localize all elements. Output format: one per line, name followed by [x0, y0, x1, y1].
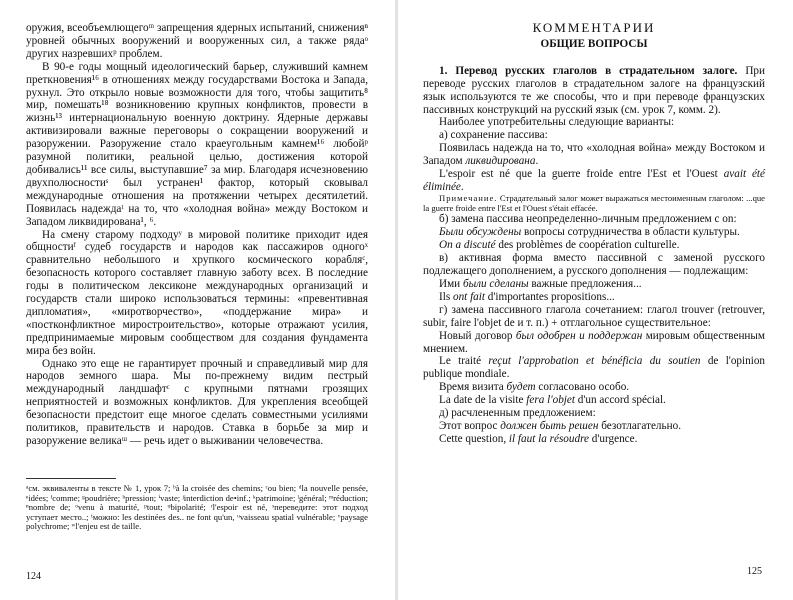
- example-text: L'espoir est né que la guerre froide entre l'Est et l'Ouest: [439, 168, 724, 181]
- left-page: [0, 0, 395, 600]
- right-page-body: [423, 22, 765, 446]
- example-text: d'importantes propositions...: [485, 290, 615, 303]
- example-text: Ils: [439, 290, 453, 303]
- example-fr: [423, 291, 765, 304]
- note-text: Страдательный залог может выражаться местоименным глаголом: ...que la guerre froide entre l'Est et l'Ouest s'était effacée.: [423, 192, 765, 213]
- example-ru: [423, 226, 765, 239]
- comment-item-text: При переводе русских глаголов в страдательном залоге на французский язык используются те же способы, что и при переводе французских пассивных конструкций на русский язык (см. урок 7, комм. 2).: [423, 64, 765, 116]
- example-text: Появилась надежда на то, что «холодная война» между Востоком и Западом: [423, 142, 765, 168]
- variant-d-label: г) замена пассивного глагола сочетанием: глагол trouver (retrouver, subir, faire l'objet de и т. п.) + отглагольное существительное:: [423, 303, 765, 329]
- example-fr: [423, 168, 765, 194]
- example-text: вопросы сотрудничества в области культуры.: [521, 226, 740, 239]
- example-fr: [423, 394, 765, 407]
- example-emphasis: ликвидирована: [465, 155, 536, 168]
- example-emphasis: avait été éliminée: [423, 168, 765, 193]
- example-text: Ими: [439, 278, 463, 290]
- variant-e-label: д) расчлененным предложением:: [439, 407, 596, 420]
- footnote-divider: [26, 478, 116, 479]
- comment-item-1: [423, 65, 765, 117]
- example-emphasis: были сделаны: [462, 278, 529, 290]
- example-text: Новый договор: [439, 329, 516, 342]
- example-emphasis: должен быть решен: [500, 419, 599, 432]
- example-text: важные предложения...: [528, 278, 642, 290]
- example-text: Le traité: [439, 355, 489, 368]
- paragraph: Однако это еще не гарантирует прочный и справедливый мир для народов земного шара. Мы по-прежнему видим пестрый международный ландшафтᶜ с крупными пятнами грозящих неприятностей и возможных конфликтов. Для укрепления всеобщей безопасности предстоит еще многое сделать совместными усилиями политиков, правительств и народов. Ставка в борьбе за мир и разоружение великаᵚ — речь идет о выживании человечества.: [26, 357, 368, 447]
- example-emphasis: Были обсуждены: [439, 226, 522, 239]
- note: [423, 194, 765, 214]
- note-label: Примечание.: [439, 192, 498, 203]
- section-subheading: ОБЩИЕ ВОПРОСЫ: [540, 37, 648, 50]
- section-heading: КОММЕНТАРИИ: [532, 20, 656, 35]
- comment-item-title: 1. Перевод русских глаголов в страдательном залоге.: [439, 64, 738, 77]
- example-emphasis: il faut la résoudre: [508, 432, 589, 445]
- example-emphasis: reçut l'approbation et bénéficia du soutien: [488, 355, 701, 368]
- example-ru: [423, 278, 765, 291]
- variant-b-label: б) замена пассива неопределенно-личным предложением с on:: [439, 213, 737, 226]
- example-text: d'urgence.: [589, 432, 638, 445]
- paragraph: В 90-е годы мощный идеологический барьер, служивший камнем преткновения¹⁶ в отношениях между государствами Востока и Запада, рухнул. Это открыло новые возможности для того, чтобы защитить⁸ мир, помешать¹⁸ возникновению крупных конфликтов, провести в жизнь¹³ интернациональную военную доктрину. Ядерные державы активизировали важные переговоры о сокращении вооружений и разоружении. Разоружение стало краеугольным камнем¹⁶ любойᵖ разумной политики, реальной целью, достижения которой добивались¹¹ все силы, выступавшие⁷ за мир. Благодаря исчезновению двухполюсностиˢ был устранен¹ фактор, который сковывал международные отношения на протяжении четырех десятилетий. Появилась надеждаᵗ на то, что «холодная война» между Востоком и Западом ликвидирована¹, ⁶.: [26, 60, 368, 228]
- example-text: мировым общественным мнением.: [423, 329, 766, 355]
- example-fr: [423, 239, 765, 252]
- example-fr: [423, 433, 765, 446]
- variant-c-label: в) активная форма вместо пассивной с заменой русского подлежащего дополнением, а русского дополнения — подлежащим:: [423, 252, 765, 278]
- example-text: безотлагательно.: [598, 419, 681, 432]
- page-number-right: 125: [747, 566, 762, 577]
- example-ru: [423, 330, 765, 356]
- example-fr: [423, 355, 765, 381]
- intro-line: Наиболее употребительны следующие варианты:: [439, 116, 675, 129]
- example-text: .: [535, 155, 539, 168]
- page-number-left: 124: [26, 571, 41, 582]
- example-text: La date de la visite: [439, 394, 527, 407]
- example-emphasis: fera l'objet: [526, 394, 575, 407]
- paragraph: оружия, всеобъемлющегоᵐ запрещения ядерных испытаний, сниженияⁿ уровней обычных вооружений и вооруженных сил, а также рядаᵒ других назревшихᵖ проблем.: [26, 22, 368, 60]
- example-text: согласовано особо.: [535, 381, 630, 394]
- example-emphasis: был одобрен и поддержан: [515, 329, 643, 342]
- example-text: .: [460, 180, 464, 193]
- example-text: Время визита: [439, 381, 507, 394]
- variant-a-label: а) сохранение пассива:: [439, 129, 548, 142]
- right-page: [398, 0, 793, 600]
- example-emphasis: ont fait: [452, 290, 485, 303]
- example-ru: [423, 420, 765, 433]
- example-ru: [423, 142, 765, 168]
- example-emphasis: будет: [506, 381, 536, 394]
- example-text: de l'opinion publique mondiale.: [423, 355, 766, 381]
- example-text: des problèmes de coopération culturelle.: [495, 239, 680, 252]
- example-ru: [423, 381, 765, 394]
- footnotes: ᵃсм. эквиваленты в тексте № 1, урок 7; ᵇà la croisée des chemins; ᶜou bien; ᵈla nouvelle pensée, ᵉidées; ᶠcomme; ᵍpoudrière; ʰpression; ⁱvaste; ʲinterdiction de•inf.; ᵏpatrimoine; ˡgénéral; ᵐréduction; ⁿnombre de; ᵒvenu à maturité, ᵖtout; ᵠbipolarité; ʳl'espoir est né, ˢпереведите: этот подход уступает место..; ᵗможно: les destinées des.. ne font qu'un, ᵘvaisseau spatial vulnérable; ᵛpaysage polychrome; ʷl'enjeu est de taille.: [26, 483, 368, 532]
- paragraph: На смену старому подходуʸ в мировой политике приходит идея общностиᶠ судеб государств и народов как пассажиров одногоˣ сравнительно небольшого и хрупкого космического корабляᶜ, безопасность которого составляет главную заботу всех. В последние годы в политическом лексиконе международных организаций и государств стали широко использоваться термины: «превентивная дипломатия», «миротворчество», «поддержание мира» и «постконфликтное миростроительство», которые отражают усилия, предпринимаемые мировым сообществом для создания фундамента мира без войн.: [26, 228, 368, 357]
- example-text: Cette question,: [439, 432, 509, 445]
- left-page-body: [26, 22, 368, 448]
- example-text: Этот вопрос: [439, 419, 501, 432]
- example-emphasis: On a discuté: [439, 239, 496, 252]
- example-text: d'un accord spécial.: [575, 394, 666, 407]
